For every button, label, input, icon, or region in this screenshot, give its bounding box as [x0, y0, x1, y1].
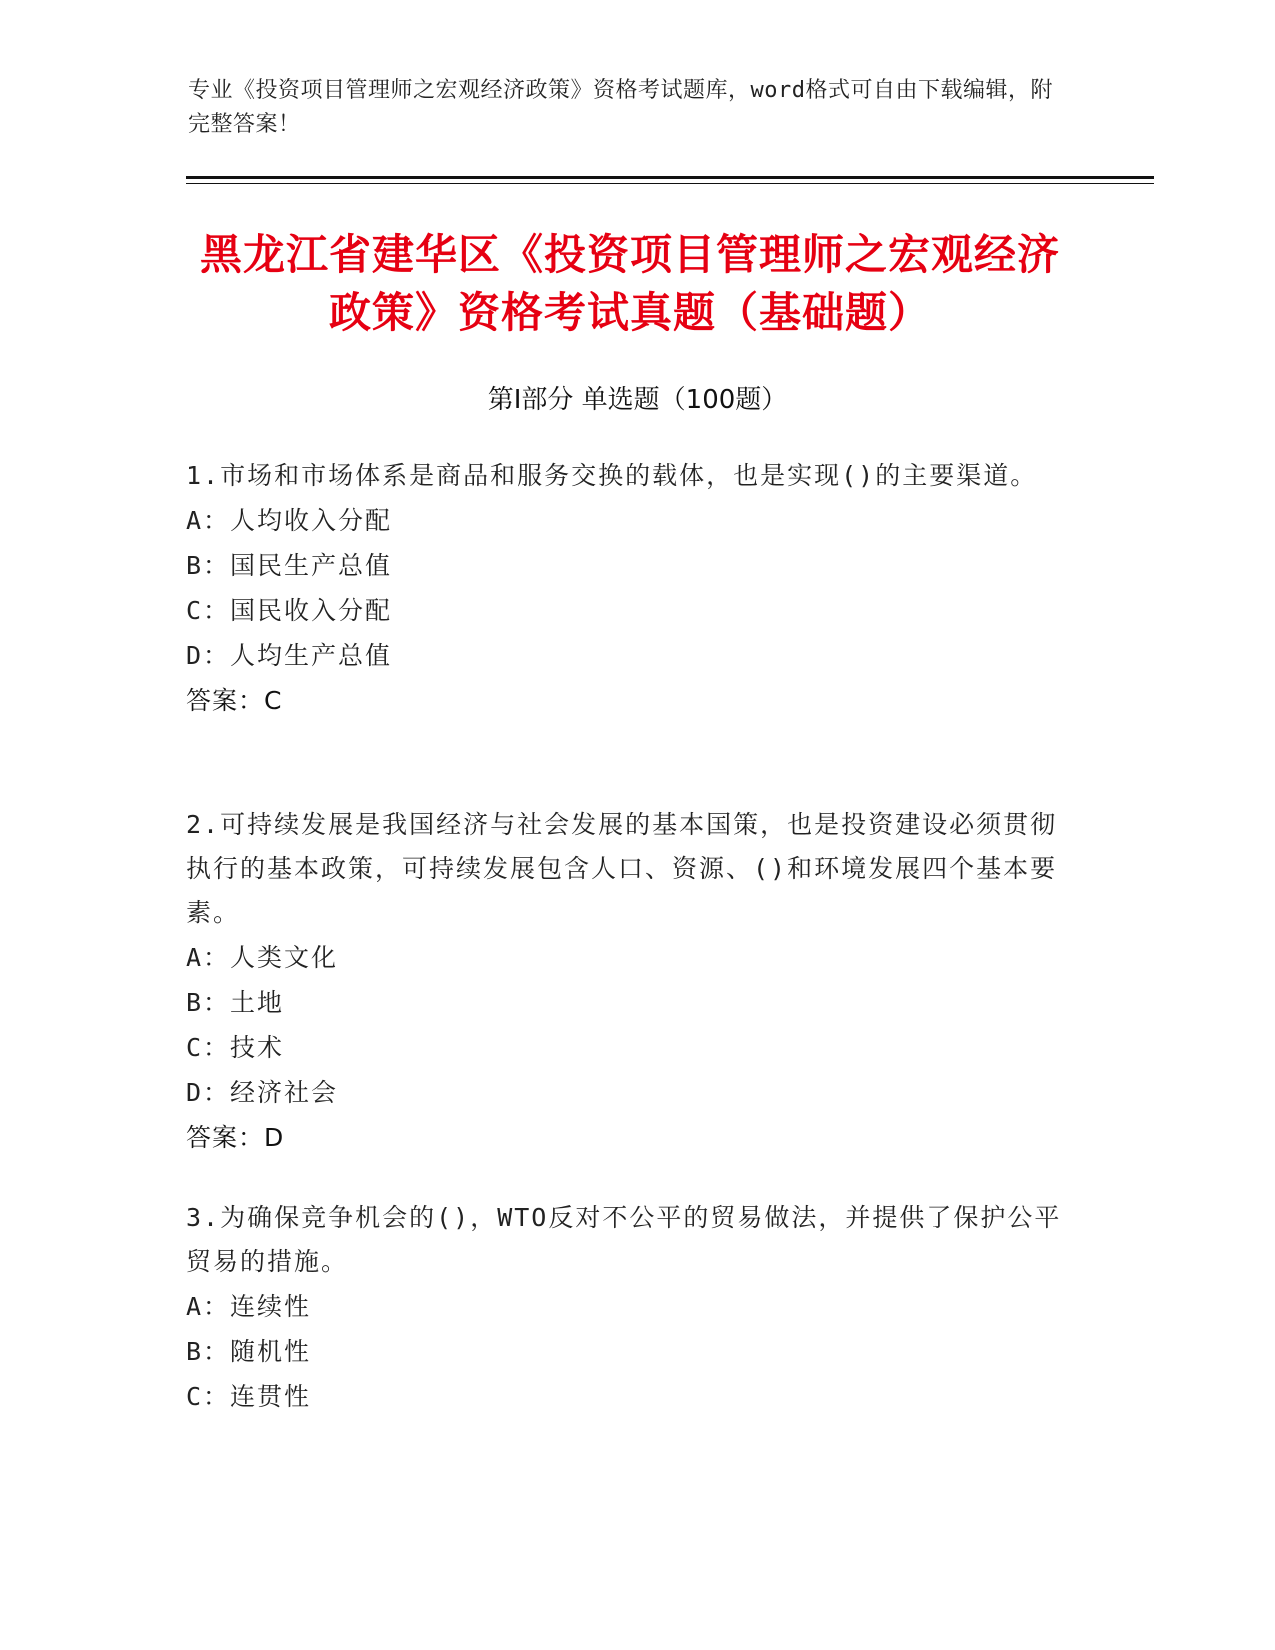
- option-b: B：随机性: [186, 1337, 312, 1366]
- header-rule-thick: [186, 176, 1154, 179]
- option-a: A：连续性: [186, 1292, 312, 1321]
- header-note: 专业《投资项目管理师之宏观经济政策》资格考试题库，word格式可自由下载编辑，附完整答案！: [188, 78, 1053, 137]
- option-d: D：人均生产总值: [186, 641, 393, 670]
- answer: 答案：D: [186, 1123, 285, 1152]
- option-b: B：土地: [186, 988, 285, 1017]
- answer: 答案：C: [186, 686, 283, 715]
- question-1: [186, 454, 1066, 723]
- option-a: A：人类文化: [186, 943, 339, 972]
- header-rule-thin: [186, 183, 1154, 184]
- option-d: D：经济社会: [186, 1078, 339, 1107]
- option-c: C：连贯性: [186, 1382, 312, 1411]
- option-c: C：国民收入分配: [186, 596, 393, 625]
- document-title: 黑龙江省建华区《投资项目管理师之宏观经济政策》资格考试真题（基础题）: [199, 230, 1060, 337]
- question-3: [186, 1196, 1066, 1419]
- question-stem: 3.为确保竞争机会的()，WTO反对不公平的贸易做法，并提供了保护公平贸易的措施。: [186, 1203, 1062, 1276]
- option-b: B：国民生产总值: [186, 551, 393, 580]
- question-stem: 2.可持续发展是我国经济与社会发展的基本国策，也是投资建设必须贯彻执行的基本政策，可持续发展包含人口、资源、()和环境发展四个基本要素。: [186, 810, 1058, 927]
- option-a: A：人均收入分配: [186, 506, 393, 535]
- option-c: C：技术: [186, 1033, 285, 1062]
- section-title: 第Ⅰ部分 单选题（100题）: [487, 385, 788, 415]
- question-stem: 1.市场和市场体系是商品和服务交换的载体，也是实现()的主要渠道。: [186, 461, 1038, 490]
- question-2: [186, 803, 1066, 1160]
